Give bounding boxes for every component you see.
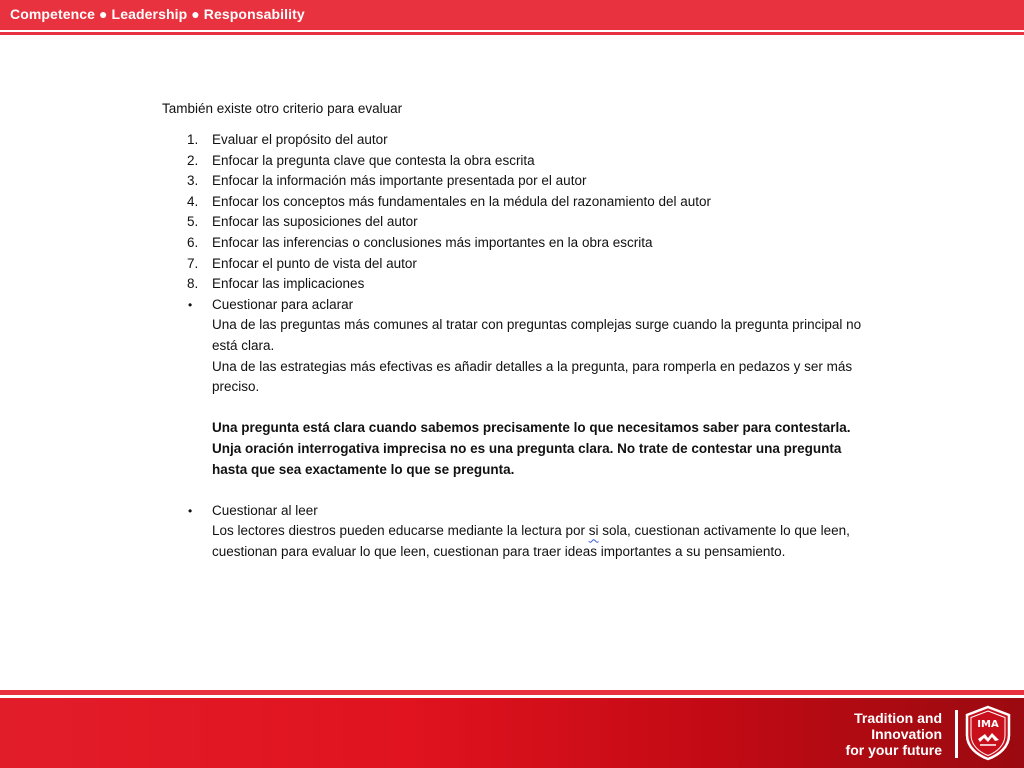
list-item-text: Enfocar la información más importante presentada por el autor [212,173,587,189]
bullet-marker: • [188,503,193,518]
spellcheck-flagged-word: si [588,523,599,539]
footer-motto [846,710,942,758]
list-number: 6. [187,234,199,250]
bullet-paragraph: Una de las estrategias más efectivas es añadir detalles a la pregunta, para romperla en pedazos y ser más preciso. [212,358,853,395]
list-item [162,171,862,192]
top-banner [0,0,1024,30]
bullet-paragraph: Una de las preguntas más comunes al tratar con preguntas complejas surge cuando la pregunta principal no está clara. [212,317,862,353]
bullet-title: Cuestionar al leer [212,502,318,518]
list-item-text: Enfocar los conceptos más fundamentales en la médula del razonamiento del autor [212,193,712,209]
footer-band [0,698,1024,768]
list-item [162,212,862,233]
paragraph-text: Los lectores diestros pueden educarse mediante la lectura por [212,523,589,539]
motto-line: for your future [845,742,942,758]
list-item-text: Enfocar la pregunta clave que contesta la obra escrita [212,152,535,168]
bullet-item-aclarar [162,295,862,501]
list-item-text: Evaluar el propósito del autor [212,132,388,147]
numbered-list [162,130,862,295]
paragraph-text: sola, cuestionan activamente lo que leen, cuestionan para evaluar lo que leen, cuestionan para traer ideas importantes a su pensamiento. [212,523,850,559]
list-item-text: Enfocar las suposiciones del autor [212,214,418,230]
blank-line [212,398,862,419]
bullet-paragraph [212,521,862,562]
list-number: 7. [187,255,199,271]
list-item [162,274,862,295]
bullet-item-leer [162,501,862,563]
logo-text: IMA [977,719,999,730]
bullet-list [162,295,862,563]
footer-divider [955,710,958,758]
list-item [162,130,862,151]
bullet-marker: • [188,297,193,312]
top-divider-red [0,32,1024,35]
list-number: 5. [187,214,199,230]
list-item [162,192,862,213]
blank-line [212,480,862,501]
header-tagline: Competence ● Leadership ● Responsability [10,6,305,22]
list-item [162,233,862,254]
shield-logo-icon [965,705,1011,761]
motto-line: Tradition and [854,710,942,726]
list-item-text: Enfocar el punto de vista del autor [212,255,417,271]
intro-text: También existe otro criterio para evaluar [162,101,403,116]
motto-line: Innovation [871,726,942,742]
list-item [162,151,862,172]
list-number: 4. [187,193,199,209]
list-number: 1. [187,132,199,147]
list-number: 2. [187,152,199,168]
bullet-title: Cuestionar para aclarar [212,296,354,312]
list-item-text: Enfocar las implicaciones [212,276,365,292]
list-item-text: Enfocar las inferencias o conclusiones más importantes en la obra escrita [212,234,653,250]
bold-paragraph: Una pregunta está clara cuando sabemos precisamente lo que necesitamos saber para contestarla. Unja oración interrogativa imprecisa no es una pregunta clara. No trate de contestar una pregunta hasta que sea exactamente lo que se pregunta. [212,420,851,477]
list-item [162,254,862,275]
list-number: 8. [187,276,199,292]
document-body [162,100,862,562]
list-number: 3. [187,173,199,189]
